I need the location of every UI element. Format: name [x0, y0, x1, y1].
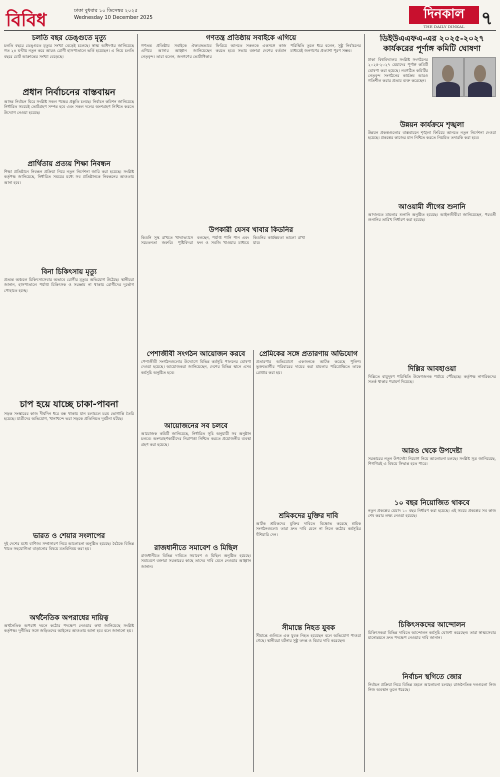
article-body: প্রতারণার অভিযোগে একজনকে আটক করেছে পুলিশ। ভুক্তভোগীর পরিবারের দায়ের করা মামলার পরিপ্রেক্ষিতে তাকে গ্রেপ্তার করা হয়। — [256, 359, 361, 375]
article-headline: ভারত ও শেয়ার সংলাপের — [32, 532, 106, 540]
article-body: দিল্লিতে বায়ুদূষণ পরিস্থিতি উদ্বেগজনক পর্যায়ে পৌঁছেছে। কর্তৃপক্ষ নাগরিকদের সতর্ক থাকার পরামর্শ দিয়েছে। — [368, 374, 496, 385]
article-body: সড়ক সংস্কারের কাজ দীর্ঘদিন ধরে বন্ধ থাকায় যান চলাচলে চরম ভোগান্তি তৈরি হয়েছে। যাত্রীদের অভিযোগ, খানাখন্দে ভরা সড়কে প্রতিনিয়ত দুর্ঘটনা ঘটছে। — [4, 411, 134, 422]
article-body: দুই দেশের মধ্যে বাণিজ্য সম্প্রসারণ নিয়ে আলোচনা অনুষ্ঠিত হয়েছে। বৈঠকে বিভিন্ন খাতে সহযোগিতা বাড়ানোর বিষয়ে মতবিনিময় করা হয়। — [4, 541, 134, 552]
article-body: অর্থনৈতিক অপরাধ দমনে কঠোর পদক্ষেপ নেওয়ার কথা জানিয়েছে সংশ্লিষ্ট কর্তৃপক্ষ। দুর্নীতির সঙ্গে জড়িতদের আইনের আওতায় আনা হবে বলে জানানো হয়। — [4, 623, 134, 634]
article-body: চিকিৎসকরা বিভিন্ন দাবিতে আন্দোলন কর্মসূচি ঘোষণা করেছেন। তারা স্বাস্থ্যসেবার মানোন্নয়নে দ্রুত পদক্ষেপ নেওয়ার দাবি জানান। — [368, 630, 496, 641]
center-lower-right-column — [256, 350, 361, 772]
article-body: রাজধানীতে বিভিন্ন দাবিতে সমাবেশ ও মিছিল অনুষ্ঠিত হয়েছে। সমাবেশে বক্তারা সরকারের কাছে তাদের দাবি মেনে নেওয়ার আহ্বান জানান। — [141, 553, 251, 569]
masthead — [4, 4, 496, 31]
kidney-story — [141, 226, 361, 346]
left-column — [4, 34, 134, 772]
article-headline: বিনা চিকিৎসায় মৃত্যু — [41, 268, 97, 276]
article-body: উন্নয়ন প্রকল্পগুলোর বাস্তবায়নে শৃঙ্খলা ফিরিয়ে আনতে নতুন নির্দেশনা দেওয়া হয়েছে। প্রকল্পের কাজের মান নিশ্চিত করতে নিয়মিত তদারকি করা হবে। — [368, 130, 496, 141]
article-body: গণতন্ত্র প্রতিষ্ঠায় সবাইকে ঐক্যবদ্ধভাবে এগিয়ে আসার আহ্বান জানিয়েছেন নেতৃবৃন্দ। তারা বলেন, জনগণের ভোটাধিকার ফিরিয়ে আনতে সকলকে একসঙ্গে কাজ করতে হবে। সভায় বক্তারা দেশের বর্তমান পরিস্থিতি তুলে ধরে বলেন, সুষ্ঠু নির্বাচনের মাধ্যমেই জনগণের প্রত্যাশা পূরণ সম্ভব। — [141, 43, 361, 59]
article-body: আদালতে মামলার শুনানি অনুষ্ঠিত হয়েছে। আইনজীবীরা জানিয়েছেন, পরবর্তী শুনানির তারিখ নির্ধারণ করা হয়েছে। — [368, 212, 496, 223]
article-headline: পেশাজীবী সংগঠন আয়োজন করবে — [146, 350, 246, 358]
article-body: নতুন প্রকল্পের মেয়াদ ১০ বছর নির্ধারণ করা হয়েছে। এই সময়ে প্রকল্পের সব কাজ শেষ করার লক্ষ্য নেওয়া হয়েছে। — [368, 508, 496, 519]
portrait-photo — [464, 57, 496, 97]
section-title: বিবিধ — [6, 10, 47, 31]
article-headline: উন্নয়ন কার্যক্রমে শৃঙ্খলা — [399, 121, 465, 129]
article-body: নির্বাচন প্রক্রিয়া নিয়ে বিভিন্ন মহলে আলোচনা চলছে। রাজনৈতিক দলগুলো নিজ নিজ অবস্থান তুলে ধরেছে। — [368, 682, 496, 693]
article-headline: আয়োজনের সব চলবে — [164, 422, 228, 430]
column-divider — [137, 34, 138, 772]
article-headline: শ্রমিকদের মুক্তির দাবি — [278, 512, 339, 520]
article-headline: আওয়ামী লীগের শুনানি — [398, 203, 466, 211]
article-body: সীমান্তে গুলিতে এক যুবক নিহত হয়েছেন বলে অভিযোগ পাওয়া গেছে। স্থানীয়রা ঘটনার সুষ্ঠু তদন্ত ও বিচার দাবি করেছেন। — [256, 633, 361, 644]
article-headline: চলতি বছর ডেঙ্গুতে মৃত্যু — [31, 34, 107, 42]
issue-date — [74, 8, 153, 22]
featured-headline: ডিইউএএফএ-এর ২০২৫-২০২৭ কার্যকরের পূর্ণাঙ্গ কমিটি ঘোষণা — [379, 34, 485, 53]
article-headline: প্রার্থিতায় প্রত্যয় শিক্ষা নিবন্ধন — [27, 160, 111, 168]
center-top-story — [141, 34, 361, 224]
article-body: কিডনি সুস্থ রাখতে খাদ্যাভ্যাসে সচেতনতা জরুরি। পুষ্টিবিদরা বলছেন, পর্যাপ্ত পানি পান এবং ফল ও সবজি খাওয়ার মাধ্যমে কিডনির কার্যক্ষমতা ভালো রাখা যায়। — [141, 235, 305, 246]
article-headline: চিকিৎসকদের আন্দোলন — [398, 621, 466, 629]
article-headline: প্রধান নির্বাচনের বাস্তবায়ন — [22, 88, 116, 98]
article-headline: ১০ বছর নিয়োজিত থাকবে — [394, 499, 470, 507]
newspaper-logo: দিনকাল — [409, 6, 479, 24]
article-headline: দিল্লির আবহাওয়া — [407, 365, 457, 373]
article-body: সরকারের নতুন উপদেষ্টা নিয়োগ নিয়ে আলোচনা চলছে। সংশ্লিষ্ট সূত্র জানিয়েছে, শিগগিরই এ বিষয়ে সিদ্ধান্ত হতে পারে। — [368, 456, 496, 467]
article-body: আসন্ন নির্বাচন ঘিরে সংশ্লিষ্ট সকল পক্ষের প্রস্তুতি চলছে। নির্বাচন কমিশন জানিয়েছে নির্ধারিত সময়েই ভোটগ্রহণ সম্পন্ন হবে এবং সকল দলের অংশগ্রহণ নিশ্চিত করতে উদ্যোগ নেওয়া হয়েছে। — [4, 99, 134, 115]
article-body: পেশাজীবী সংগঠনগুলোর উদ্যোগে বিভিন্ন কর্মসূচি পালনের ঘোষণা দেওয়া হয়েছে। আয়োজকরা জানিয়েছেন, দেশের বিভিন্ন স্থানে এসব কর্মসূচি অনুষ্ঠিত হবে। — [141, 359, 251, 375]
center-lower-left-column — [141, 350, 251, 772]
featured-story-area — [368, 57, 496, 117]
column-divider — [253, 350, 254, 772]
article-body: চলতি বছরে ডেঙ্গুতে মৃত্যুর সংখ্যা বেড়েই চলেছে। স্বাস্থ্য অধিদপ্তর জানিয়েছে গত ২৪ ঘণ্টায় নতুন করে আরও রোগী হাসপাতালে ভর্তি হয়েছেন। এ নিয়ে চলতি বছরে মোট আক্রান্তের সংখ্যা বেড়েছে। — [4, 43, 134, 59]
article-body: ঢাকা বিশ্ববিদ্যালয় সংশ্লিষ্ট সংগঠনের ২০২৫-২০২৭ মেয়াদের পূর্ণাঙ্গ কমিটি ঘোষণা করা হয়েছে। নবগঠিত কমিটির নেতৃবৃন্দ সংগঠনের কার্যক্রম আরও গতিশীল করার প্রত্যয় ব্যক্ত করেছেন। — [368, 57, 428, 84]
article-headline: অর্থনৈতিক অপরাধের দায়িত্ব — [29, 614, 109, 622]
article-body: প্রত্যন্ত অঞ্চলে চিকিৎসাসেবার অভাবে রোগীর মৃত্যুর অভিযোগ উঠেছে। স্থানীয়রা জানান, হাসপাতালে পর্যাপ্ত চিকিৎসক ও সরঞ্জাম না থাকায় রোগীদের দুর্ভোগ পোহাতে হচ্ছে। — [4, 277, 134, 293]
article-headline: আরও থেকে উপদেষ্টা — [401, 447, 463, 455]
article-headline: উপকারী যেসব খাবার কিডনির — [208, 226, 294, 234]
column-divider — [364, 34, 365, 772]
article-headline: রাজধানীতে সমাবেশ ও মিছিল — [154, 544, 238, 552]
portrait-photo — [432, 57, 464, 97]
article-headline: প্রেমিকের সঙ্গে প্রতারণায় অভিযোগ — [259, 350, 358, 358]
article-headline: নির্বাচন স্থগিতে জোর — [402, 673, 462, 681]
article-headline: গণতন্ত্র প্রতিষ্ঠায় সবাইকে এগিয়ে — [205, 34, 297, 42]
newspaper-logo-tagline: THE DAILY DINKAL — [423, 24, 465, 29]
article-headline: সীমান্তে নিহত যুবক — [282, 624, 335, 632]
date-bengali: ঢাকা বুধবার ১০ ডিসেম্বর ২০২৫ — [74, 8, 138, 14]
article-body: আয়োজক কমিটি জানিয়েছে, নির্ধারিত সূচি অনুযায়ী সব অনুষ্ঠান চলবে। অংশগ্রহণকারীদের নিরাপত্তা নিশ্চিত করতে প্রয়োজনীয় ব্যবস্থা গ্রহণ করা হয়েছে। — [141, 431, 251, 447]
right-column — [368, 34, 496, 772]
page-number: ৭ — [481, 8, 493, 29]
article-body: শিক্ষা প্রতিষ্ঠানে নিবন্ধন প্রক্রিয়া নিয়ে নতুন নির্দেশনা জারি করা হয়েছে। সংশ্লিষ্ট কর্তৃপক্ষ জানিয়েছে, নির্ধারিত সময়ের মধ্যে সব প্রতিষ্ঠানকে নিবন্ধনের আওতায় আনা হবে। — [4, 169, 134, 185]
article-body: আটক শ্রমিকদের মুক্তির দাবিতে বিক্ষোভ করেছে শ্রমিক সংগঠনগুলো। তারা দ্রুত দাবি মেনে না নিলে কঠোর কর্মসূচির হুঁশিয়ারি দেন। — [256, 521, 361, 537]
article-headline: চাপ হয়ে যাচ্ছে চাকা-পাবনা — [19, 400, 119, 410]
date-english: Wednesday 10 December 2025 — [74, 15, 153, 21]
